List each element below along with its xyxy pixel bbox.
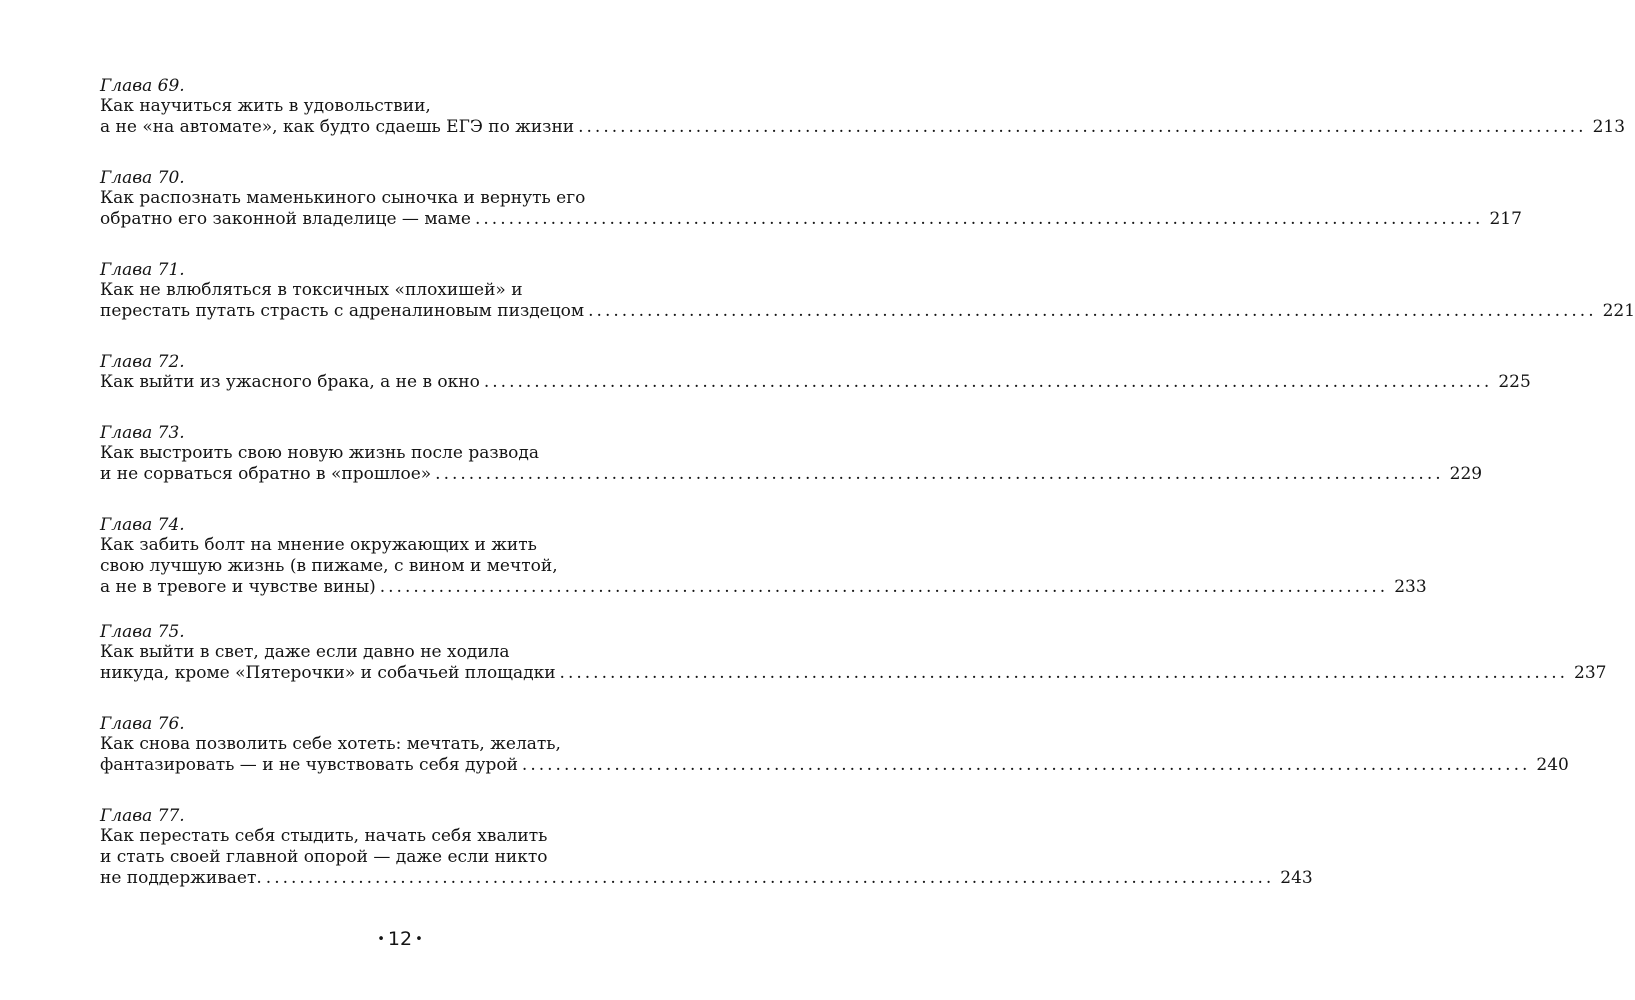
page-number: 213	[1592, 117, 1626, 137]
page-number: 237	[1574, 663, 1607, 683]
toc-entry-72	[100, 352, 1531, 393]
dot-leader: ........................................................................................................................	[474, 209, 1484, 229]
chapter-label: Глава 74.	[100, 515, 185, 535]
chapter-label: Глава 76.	[100, 714, 185, 734]
entry-title-line: и не сорваться обратно в «прошлое»	[100, 464, 432, 484]
folio-bullet: •	[377, 932, 385, 947]
entry-title-line: Как распознать маменькиного сыночка и вернуть его	[100, 188, 586, 208]
entry-title-line: Как выстроить свою новую жизнь после развода	[100, 443, 540, 463]
entry-title-line: а не «на автомате», как будто сдаешь ЕГЭ по жизни	[100, 117, 575, 137]
toc-entry-69	[100, 76, 1626, 138]
dot-leader: ........................................................................................................................	[265, 868, 1275, 888]
chapter-label: Глава 75.	[100, 622, 185, 642]
toc-entry-75	[100, 622, 1607, 684]
chapter-label: Глава 70.	[100, 168, 185, 188]
dot-leader: ........................................................................................................................	[521, 755, 1531, 775]
chapter-label: Глава 71.	[100, 260, 185, 280]
entry-title-line: Как не влюбляться в токсичных «плохишей» и	[100, 280, 523, 300]
table-of-contents	[100, 76, 1635, 919]
chapter-label: Глава 73.	[100, 423, 185, 443]
entry-title-last-line	[100, 301, 1635, 322]
entry-title-line: а не в тревоге и чувстве вины)	[100, 577, 376, 597]
entry-title-line: фантазировать — и не чувствовать себя дурой	[100, 755, 518, 775]
folio-page-number: 12	[387, 928, 413, 950]
entry-title-line: Как выйти в свет, даже если давно не ходила	[100, 642, 510, 662]
chapter-label: Глава 72.	[100, 352, 185, 372]
toc-entry-73	[100, 423, 1483, 485]
page-number: 229	[1449, 464, 1483, 484]
dot-leader: ........................................................................................................................	[435, 464, 1444, 484]
entry-title-last-line	[100, 464, 1483, 485]
page-number: 221	[1602, 301, 1635, 321]
entry-title-last-line	[100, 117, 1626, 138]
dot-leader: ........................................................................................................................	[483, 372, 1493, 392]
entry-title-line: Как снова позволить себе хотеть: мечтать, желать,	[100, 734, 561, 754]
entry-title-line: обратно его законной владелице — маме	[100, 209, 471, 229]
entry-title-line: Как забить болт на мнение окружающих и жить	[100, 535, 537, 555]
entry-title-line: свою лучшую жизнь (в пижаме, с вином и мечтой,	[100, 556, 558, 576]
entry-title-last-line	[100, 209, 1522, 230]
entry-title-last-line	[100, 663, 1607, 684]
chapter-label: Глава 77.	[100, 806, 185, 826]
dot-leader: ........................................................................................................................	[559, 663, 1569, 683]
entry-title-line: Как выйти из ужасного брака, а не в окно	[100, 372, 480, 392]
toc-entry-70	[100, 168, 1522, 230]
page-number: 233	[1394, 577, 1427, 597]
page-number: 225	[1498, 372, 1531, 392]
chapter-label: Глава 69.	[100, 76, 185, 96]
dot-leader: ........................................................................................................................	[578, 117, 1587, 137]
page-number: 243	[1280, 868, 1313, 888]
entry-title-line: перестать путать страсть с адреналиновым пиздецом	[100, 301, 585, 321]
dot-leader: ........................................................................................................................	[379, 577, 1389, 597]
toc-entry-74	[100, 515, 1427, 598]
toc-entry-71	[100, 260, 1635, 322]
entry-title-last-line	[100, 372, 1531, 393]
entry-title-last-line	[100, 755, 1569, 776]
entry-title-line: и стать своей главной опорой — даже если никто	[100, 847, 548, 867]
entry-title-line: Как перестать себя стыдить, начать себя хвалить	[100, 826, 548, 846]
toc-entry-76	[100, 714, 1569, 776]
entry-title-line: никуда, кроме «Пятерочки» и собачьей площадки	[100, 663, 556, 683]
page-number: 240	[1536, 755, 1569, 775]
entry-title-line: Как научиться жить в удовольствии,	[100, 96, 431, 116]
dot-leader: ........................................................................................................................	[588, 301, 1597, 321]
toc-entry-77	[100, 806, 1313, 889]
folio-bullet: •	[415, 932, 423, 947]
entry-title-last-line	[100, 868, 1313, 889]
page-number: 217	[1489, 209, 1522, 229]
entry-title-line: не поддерживает.	[100, 868, 262, 888]
entry-title-last-line	[100, 577, 1427, 598]
page-folio	[0, 927, 800, 952]
